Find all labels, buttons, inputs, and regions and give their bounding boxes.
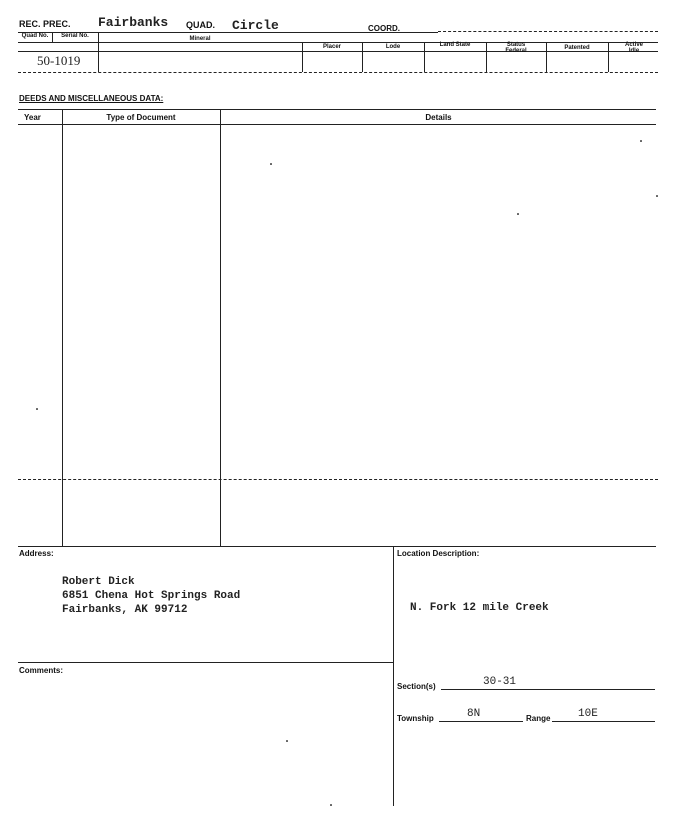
quad-value: Circle — [232, 18, 279, 33]
col-mineral: Mineral — [189, 36, 211, 42]
deeds-col-details: Details — [425, 113, 452, 122]
deeds-col-year: Year — [24, 113, 41, 122]
address-line-3: Fairbanks, AK 99712 — [62, 604, 188, 616]
quad-label: QUAD. — [186, 20, 215, 30]
col-sep-6 — [486, 42, 487, 72]
scan-speck — [656, 195, 658, 197]
section-underline — [441, 689, 655, 690]
deeds-dash-rule — [18, 479, 658, 480]
rec-prec-value: Fairbanks — [98, 15, 169, 30]
scan-speck — [270, 163, 272, 165]
deeds-col-sep-2 — [220, 109, 221, 546]
col-status-federal: Status Federal — [505, 42, 527, 54]
col-serial-no: Serial No. — [61, 33, 89, 39]
col-land-state: Land State — [439, 42, 471, 48]
scan-speck — [517, 213, 519, 215]
rec-prec-label: REC. PREC. — [19, 19, 71, 29]
range-underline — [552, 721, 655, 722]
township-value: 8N — [467, 708, 481, 720]
header-rule-mid — [18, 42, 658, 43]
col-active-idle: Active Idle — [624, 42, 643, 54]
coord-label: COORD. — [368, 24, 400, 33]
deeds-rule-top — [18, 109, 656, 110]
col-sep-5 — [424, 42, 425, 72]
range-value: 10E — [578, 708, 598, 720]
location-label: Location Description: — [397, 549, 480, 558]
section-value: 30-31 — [483, 676, 517, 688]
quad-serial-value: 50-1019 — [37, 53, 81, 68]
bottom-divider — [393, 546, 394, 806]
header-rule-bottom — [18, 72, 658, 73]
township-label: Township — [397, 714, 434, 723]
deeds-rule-head — [18, 124, 656, 125]
scan-speck — [36, 408, 38, 410]
col-sep-8 — [608, 42, 609, 72]
deeds-col-sep-1 — [62, 109, 63, 546]
range-label: Range — [526, 714, 551, 723]
location-value: N. Fork 12 mile Creek — [410, 602, 549, 614]
col-placer: Placer — [322, 44, 341, 50]
col-quad-no: Quad No. — [21, 33, 49, 39]
address-comments-rule — [18, 662, 393, 663]
comments-label: Comments: — [19, 666, 64, 675]
header-rule-row — [18, 51, 658, 52]
scan-speck — [330, 804, 332, 806]
deeds-rule-bottom — [18, 546, 656, 547]
township-underline — [439, 721, 523, 722]
scan-speck — [640, 140, 642, 142]
col-lode: Lode — [385, 44, 401, 50]
address-label: Address: — [19, 549, 54, 558]
col-patented: Patented — [564, 45, 590, 51]
section-label: Section(s) — [397, 682, 436, 691]
address-line-1: Robert Dick — [62, 576, 135, 588]
scan-speck — [286, 740, 288, 742]
deeds-section-title: DEEDS AND MISCELLANEOUS DATA: — [19, 94, 164, 103]
deeds-col-type: Type of Document — [106, 113, 176, 122]
address-line-2: 6851 Chena Hot Springs Road — [62, 590, 241, 602]
header-rule-top-dash — [438, 31, 658, 32]
